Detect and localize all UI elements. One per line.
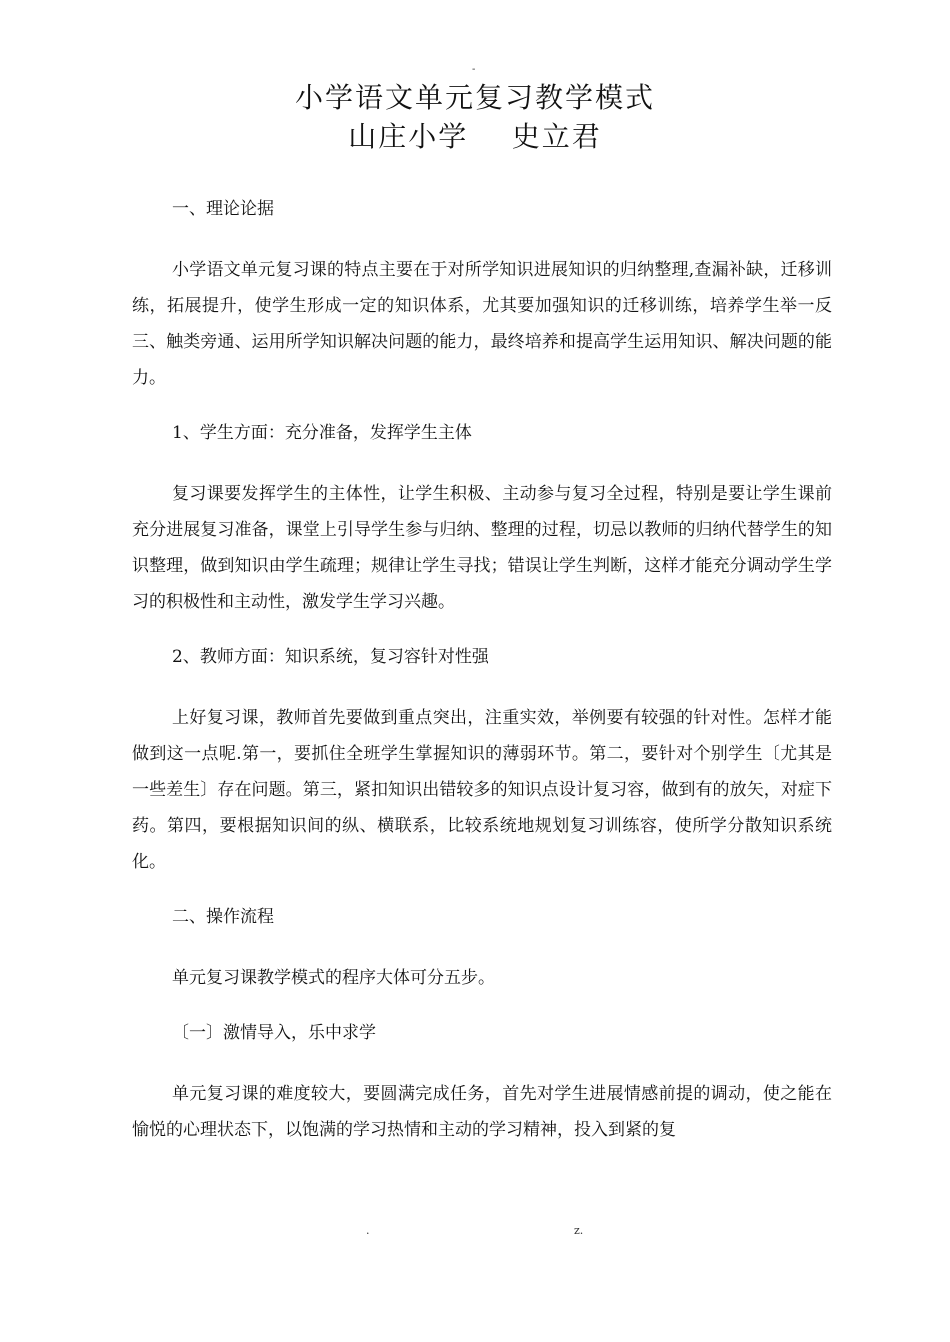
section-heading-theory: 一、理论论据 bbox=[172, 199, 274, 219]
paragraph-process: 单元复习课教学模式的程序大体可分五步。 bbox=[172, 968, 495, 988]
section-heading-process: 二、操作流程 bbox=[172, 907, 274, 927]
paragraph-students: 复习课要发挥学生的主体性，让学生积极、主动参与复习全过程，特别是要让学生课前充分进展复习准备，课堂上引导学生参与归纳、整理的过程，切忌以教师的归纳代替学生的知识整理，做到知识由学生疏理；规律让学生寻找；错误让学生判断，这样才能充分调动学生学习的积极性和主动性，激发学生学习兴趣。 bbox=[132, 484, 832, 612]
subsection-heading-teachers: 2、教师方面：知识系统，复习容针对性强 bbox=[172, 647, 489, 667]
step-heading-1: 〔一〕激情导入，乐中求学 bbox=[172, 1023, 376, 1043]
document-body bbox=[132, 196, 832, 1172]
footer-right-mark: z. bbox=[574, 1224, 584, 1237]
footer-left-mark: . bbox=[366, 1224, 370, 1237]
paragraph-theory: 小学语文单元复习课的特点主要在于对所学知识进展知识的归纳整理,查漏补缺，迁移训练，拓展提升，使学生形成一定的知识体系，尤其要加强知识的迁移训练，培养学生举一反三、触类旁通、运用所学知识解决问题的能力，最终培养和提高学生运用知识、解决问题的能力。 bbox=[132, 260, 832, 388]
document-title: 小学语文单元复习教学模式 bbox=[294, 81, 655, 114]
paragraph-teachers: 上好复习课，教师首先要做到重点突出，注重实效，举例要有较强的针对性。怎样才能做到这一点呢.第一，要抓住全班学生掌握知识的薄弱环节。第二，要针对个别学生〔尤其是一些差生〕存在问题。第三，紧扣知识出错较多的知识点设计复习容，做到有的放矢，对症下药。第四，要根据知识间的纵、横联系，比较系统地规划复习训练容，使所学分散知识系统化。 bbox=[132, 708, 832, 872]
paragraph-step-1: 单元复习课的难度较大，要圆满完成任务，首先对学生进展情感前提的调动，使之能在愉悦的心理状态下，以饱满的学习热情和主动的学习精神，投入到紧的复 bbox=[132, 1084, 832, 1140]
author-line: 山庄小学 史立君 bbox=[348, 120, 602, 153]
subsection-heading-students: 1、学生方面：充分准备，发挥学生主体 bbox=[172, 423, 472, 443]
header-mark: - bbox=[472, 64, 476, 75]
